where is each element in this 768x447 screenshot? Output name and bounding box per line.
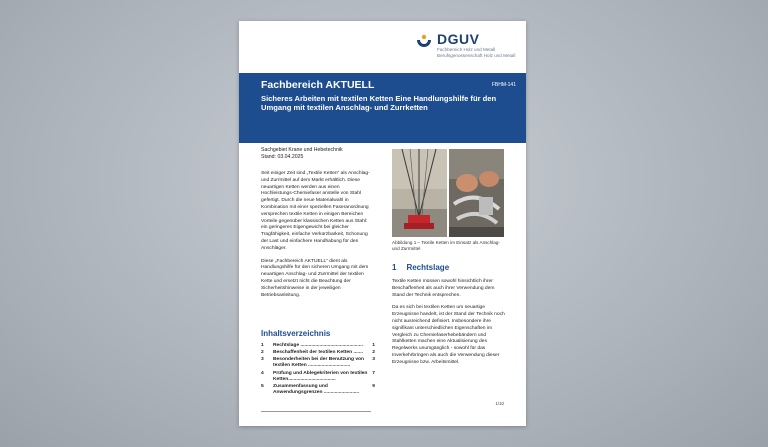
page-number: 1/10 — [495, 401, 504, 406]
document-page — [239, 21, 526, 426]
document-code: FBHM-141 — [491, 82, 516, 88]
toc-item[interactable] — [261, 384, 375, 396]
section-body — [392, 279, 508, 373]
dguv-logo — [415, 31, 520, 67]
table-of-contents — [261, 343, 375, 397]
figure-caption: Abbildung 1 – Textile Ketten im Einsatz als Anschlag- und Zurrmittel — [392, 240, 500, 251]
intro-paragraph-2: Diese „Fachbereich AKTUELL“ dient als Handlungshilfe für den sicheren Umgang mit dem neuartigen Anschlag- und Zurrmittel der textilen Kette und ersetzt nicht die Beachtung der Sicherheitshinweise in der jeweiligen Betriebsanleitung. — [261, 258, 369, 298]
dguv-logo-icon — [415, 34, 433, 52]
photo-lashing-chains — [449, 149, 504, 237]
toc-item-label: Rechtslage .............................................. — [273, 343, 363, 348]
photo-crane-chains — [392, 149, 447, 237]
toc-item-label: Zusammenfassung und Anwendungsgrenzen .......................... — [273, 383, 360, 395]
toc-item-number: 2 — [261, 350, 264, 356]
logo-name: DGUV — [437, 31, 480, 47]
toc-item-page: 1 — [372, 343, 375, 348]
section-paragraph-1: Textile Ketten müssen sowohl hinsichtlich ihrer Beschaffenheit als auch ihrer Verwendung dem Stand der Technik entsprechen. — [392, 279, 495, 298]
toc-item-page: 9 — [372, 383, 375, 389]
section-title: Rechtslage — [406, 263, 450, 272]
toc-item-label: Prüfung und Ablegekriterien von textilen Ketten................................... — [273, 370, 368, 382]
document-subtitle: Sicheres Arbeiten mit textilen Ketten Eine Handlungshilfe für den Umgang mit textilen Anschlag- und Zurrketten — [261, 94, 497, 112]
toc-item-page: 7 — [372, 370, 375, 376]
intro-column — [261, 171, 373, 305]
toc-item-page: 2 — [372, 350, 375, 356]
document-meta — [261, 147, 343, 161]
toc-item[interactable] — [261, 357, 375, 369]
section-number: 1 — [392, 263, 397, 272]
toc-item-number: 5 — [261, 383, 264, 389]
toc-item[interactable] — [261, 350, 375, 356]
intro-paragraph-1: Seit einiger Zeit sind „Textile Ketten“ als Anschlag- und Zurrmittel auf dem Markt erhältlich. Diese neuartigen Ketten werden aus einen Hochleistungs-Chemiefaser anstelle von Stahl gefertigt. Durch die neue Materialwahl in Kombination mit einer speziellen Faseranordnung versprechen textile Ketten in einigen Bereichen Vorteile gegenüber klassischen Ketten aus Stahl: ein geringeres Eigengewicht bei gleicher Tragfähigkeit, einfache Verkürzbarkeit, Schonung der Last und einfachere Handhabung für den Anschläger. — [261, 171, 370, 251]
toc-divider — [261, 411, 371, 412]
meta-subject-area: Sachgebiet Krane und Hebetechnik — [261, 147, 343, 153]
toc-item[interactable] — [261, 343, 375, 349]
title-band — [239, 73, 526, 143]
section-heading — [392, 263, 459, 272]
toc-item-number: 3 — [261, 357, 264, 363]
logo-subtitle: Fachbereich Holz und Metall Berufsgenossenschaft Holz und Metall — [437, 47, 516, 58]
meta-date: Stand: 03.04.2025 — [261, 154, 304, 160]
section-paragraph-2: Da es sich bei textilen Ketten um neuartige Erzeugnisse handelt, ist der Stand der Technik noch nicht ausreichend definiert. Insbesondere ihre signifikant unterschiedlichen Eigenschaften im Vergleich zu Chemiefaserhebebändern und Stahlketten machen eine Aktualisierung des Regelwerks unumgänglich - sowohl für das Inverkehrbringen als auch die Verwendung dieser Erzeugnisse bzw. Arbeitsmittel. — [392, 305, 505, 365]
toc-item-page: 3 — [372, 357, 375, 363]
toc-title: Inhaltsverzeichnis — [261, 329, 331, 338]
toc-item-number: 1 — [261, 343, 264, 348]
band-title: Fachbereich AKTUELL — [261, 79, 375, 91]
toc-item-number: 4 — [261, 370, 264, 376]
toc-item[interactable] — [261, 371, 375, 383]
toc-item-label: Beschaffenheit der textilen Ketten ....... — [273, 350, 363, 356]
toc-item-label: Besonderheiten bei der Benutzung von textilen Ketten ............................... — [273, 357, 365, 369]
